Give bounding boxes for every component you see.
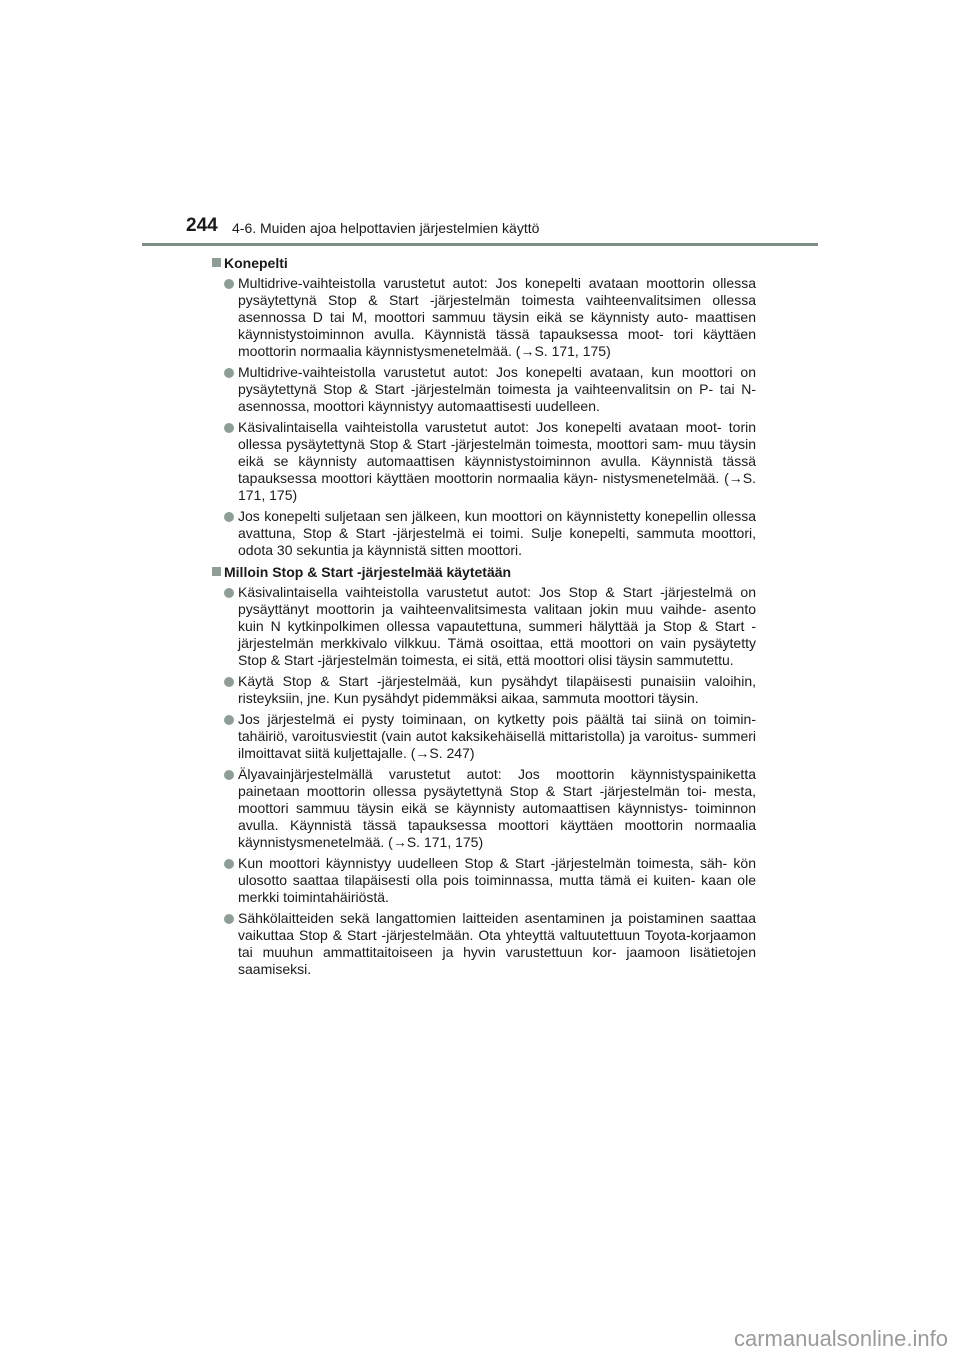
list-item-text: Kun moottori käynnistyy uudelleen Stop & Start -järjestelmän toimesta, säh- kön ulosotto saattaa tilapäisesti olla pois toiminnassa, mutta tämä ei kuiten- kaan ole merkki toimintahäiriöstä. [238,855,756,905]
list-item-text: Multidrive-vaihteistolla varustetut autot: Jos konepelti avataan, kun moottori on pysäytettynä Stop & Start -järjestelmän toimesta ja vaihteenvalitsin on P- tai N-asennossa, moottori käynnistyy automaattisesti uudelleen. [238,364,756,414]
circle-bullet-icon [224,512,234,522]
circle-bullet-icon [224,859,234,869]
header-divider [142,243,818,246]
square-bullet-icon [212,567,221,576]
circle-bullet-icon [224,677,234,687]
manual-content [212,254,756,982]
section-heading-text: Milloin Stop & Start -järjestelmää käytetään [224,564,512,580]
watermark-text[interactable]: carmanualsonline.info [733,1326,948,1351]
section-konepelti [212,254,756,559]
list-item-text: Käytä Stop & Start -järjestelmää, kun pysähdyt tilapäisesti punaisiin valoihin, risteyksiin, jne. Kun pysähdyt pidemmäksi aikaa, sammuta moottori täysin. [238,673,756,706]
section-stop-start-usage [212,563,756,978]
list-item [212,275,756,360]
list-item-text: Jos konepelti suljetaan sen jälkeen, kun moottori on käynnistetty konepellin ollessa avattuna, Stop & Start -järjestelmä ei toimi. Sulje konepelti, sammuta moottori, odota 30 sekuntia ja käynnistä sitten moottori. [238,508,756,558]
section-heading [212,254,756,272]
list-item [212,584,756,669]
list-item [212,855,756,906]
circle-bullet-icon [224,715,234,725]
circle-bullet-icon [224,368,234,378]
list-item [212,766,756,851]
list-item-text: Jos järjestelmä ei pysty toiminaan, on kytketty pois päältä tai siinä on toimin- tahäiriö, varoitusviestit (vain autot kaksikehäisellä mittaristolla) ja varoitus- summeri ilmoittavat siitä kuljettajalle. (→S. 247) [238,711,756,761]
chapter-title: 4-6. Muiden ajoa helpottavien järjestelmien käyttö [232,220,540,236]
circle-bullet-icon [224,279,234,289]
list-item [212,419,756,504]
list-item [212,673,756,707]
list-item-text: Älyavainjärjestelmällä varustetut autot: Jos moottorin käynnistyspainiketta painetaan moottorin ollessa pysäytettynä Stop & Start -järjestelmän toi- mesta, moottori sammuu täysin eikä se käynnisty automaattisen käynnistys- toiminnon avulla. Käynnistä tässä tapauksessa moottori käyttäen moottorin normaalia käynnistysmenetelmää. (→S. 171, 175) [238,766,756,850]
circle-bullet-icon [224,914,234,924]
section-heading [212,563,756,581]
list-item [212,910,756,978]
list-item-text: Sähkölaitteiden sekä langattomien laitteiden asentaminen ja poistaminen saattaa vaikuttaa Stop & Start -järjestelmään. Ota yhteyttä valtuutettuun Toyota-korjaamon tai muuhun ammattitaitoiseen ja hyvin varustettuun kor- jaamoon lisätietojen saamiseksi. [238,910,756,977]
circle-bullet-icon [224,588,234,598]
list-item [212,711,756,762]
list-item-text: Multidrive-vaihteistolla varustetut autot: Jos konepelti avataan moottorin ollessa pysäytettynä Stop & Start -järjestelmän toimesta vaihteenvalitsimen ollessa asennossa D tai M, moottori sammuu täysin eikä se käynnisty auto- maattisen käynnistystoiminnon avulla. Käynnistä tässä tapauksessa moot- tori käyttäen moottorin normaalia käynnistysmenetelmää. (→S. 171, 175) [238,275,756,359]
page-number: 244 [186,215,218,236]
circle-bullet-icon [224,770,234,780]
circle-bullet-icon [224,423,234,433]
square-bullet-icon [212,258,221,267]
list-item [212,364,756,415]
list-item [212,508,756,559]
list-item-text: Käsivalintaisella vaihteistolla varustetut autot: Jos Stop & Start -järjestelmä on pysäyttänyt moottorin ja vaihteenvalitsimesta valitaan jokin muu vaihde- asento kuin N kytkinpolkimen ollessa vapautettuna, summeri hälyttää ja Stop & Start -järjestelmän merkkivalo vilkkuu. Tämä osoittaa, että moottori on vain pysäytetty Stop & Start -järjestelmän toimesta, ei sitä, että moottori olisi täysin sammutettu. [238,584,756,668]
section-heading-text: Konepelti [224,255,288,271]
list-item-text: Käsivalintaisella vaihteistolla varustetut autot: Jos konepelti avataan moot- torin ollessa pysäytettynä Stop & Start -järjestelmän toimesta, moottori sam- muu täysin eikä se käynnisty automaattisen käynnistystoiminnon avulla. Käynnistä tässä tapauksessa moottori käyttäen moottorin normaalia käyn- nistysmenetelmää. (→S. 171, 175) [238,419,756,503]
